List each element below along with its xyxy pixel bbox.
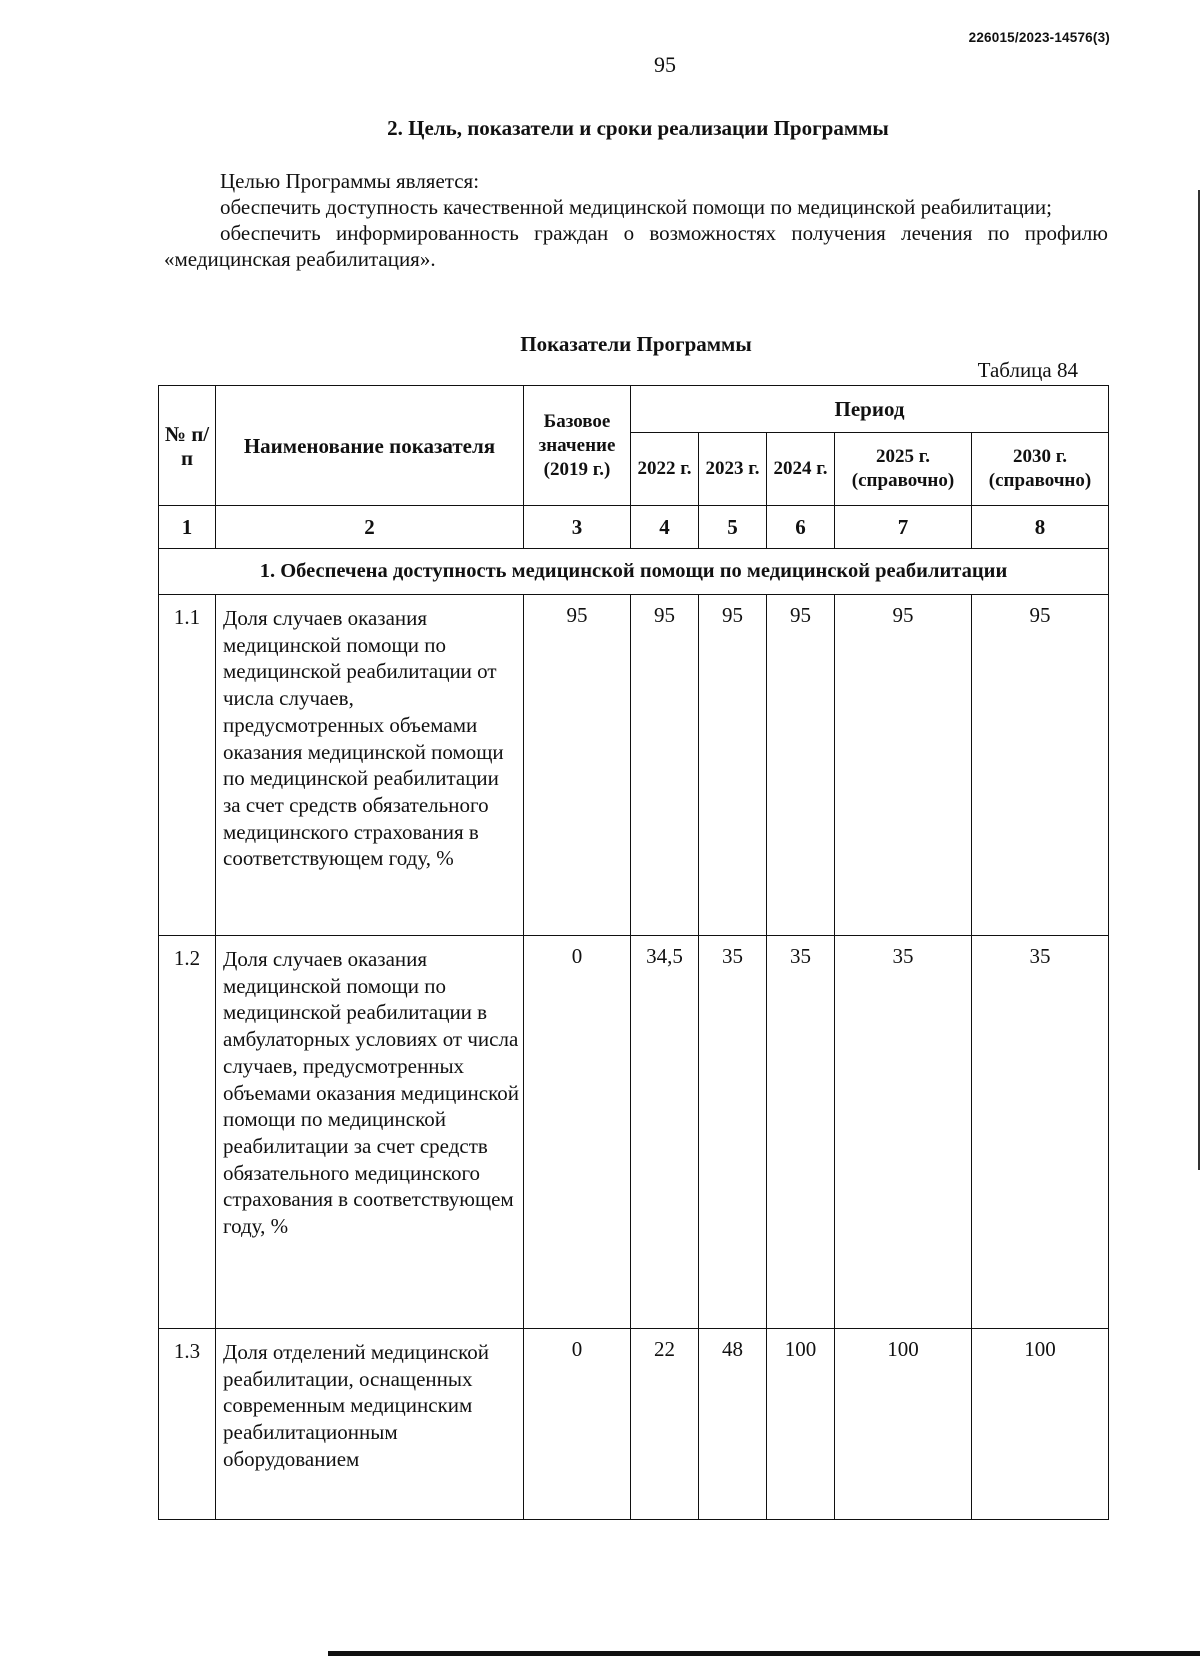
page-number: 95 xyxy=(654,52,676,77)
column-number: 8 xyxy=(972,506,1109,549)
value-2024: 35 xyxy=(767,936,835,1329)
column-number: 1 xyxy=(159,506,216,549)
column-number: 2 xyxy=(216,506,524,549)
value-2022: 22 xyxy=(631,1329,699,1520)
value-2022: 95 xyxy=(631,595,699,936)
row-number: 1.2 xyxy=(159,936,216,1329)
indicator-name: Доля случаев оказания медицинской помощи по медицинской реабилитации в амбулаторных условиях от числа случаев, предусмотренных объемами оказания медицинской помощи по медицинской реабилитации за счет средств обязательного медицинского страхования в соответствующем году, % xyxy=(216,936,524,1329)
goal-intro: Целью Программы является: xyxy=(220,169,480,193)
value-base: 0 xyxy=(524,936,631,1329)
value-2024: 95 xyxy=(767,595,835,936)
header-2022: 2022 г. xyxy=(631,433,699,506)
value-2025: 35 xyxy=(835,936,972,1329)
value-2030: 100 xyxy=(972,1329,1109,1520)
section-title: 1. Обеспечена доступность медицинской помощи по медицинской реабилитации xyxy=(159,549,1109,595)
value-2025: 95 xyxy=(835,595,972,936)
value-2024: 100 xyxy=(767,1329,835,1520)
goal-item: обеспечить доступность качественной медицинской помощи по медицинской реабилитации; xyxy=(220,195,1052,219)
goal-item: обеспечить информированность граждан о возможностях получения лечения по профилю «медицинская реабилитация». xyxy=(164,221,1108,271)
column-number-row xyxy=(159,506,1109,549)
value-2030: 35 xyxy=(972,936,1109,1329)
table-title: Показатели Программы xyxy=(520,332,752,356)
header-num: № п/п xyxy=(159,386,216,506)
indicator-name: Доля случаев оказания медицинской помощи по медицинской реабилитации от числа случаев, предусмотренных объемами оказания медицинской помощи по медицинской реабилитации за счет средств обязательного медицинского страхования в соответствующем году, % xyxy=(216,595,524,936)
column-number: 6 xyxy=(767,506,835,549)
value-2025: 100 xyxy=(835,1329,972,1520)
value-base: 0 xyxy=(524,1329,631,1520)
header-base: Базовое значение (2019 г.) xyxy=(524,386,631,506)
column-number: 5 xyxy=(699,506,767,549)
document-registration-number: 226015/2023-14576(3) xyxy=(968,30,1110,45)
value-2030: 95 xyxy=(972,595,1109,936)
table-number: Таблица 84 xyxy=(977,358,1078,382)
value-2022: 34,5 xyxy=(631,936,699,1329)
header-2030: 2030 г. (справочно) xyxy=(972,433,1109,506)
row-number: 1.3 xyxy=(159,1329,216,1520)
section-row xyxy=(159,549,1109,595)
value-2023: 95 xyxy=(699,595,767,936)
value-2023: 35 xyxy=(699,936,767,1329)
indicator-name: Доля отделений медицинской реабилитации, оснащенных современным медицинским реабилитационным оборудованием xyxy=(216,1329,524,1520)
indicators-table xyxy=(158,385,1109,1520)
table-row xyxy=(159,595,1109,936)
header-name: Наименование показателя xyxy=(216,386,524,506)
header-period: Период xyxy=(631,386,1109,433)
value-base: 95 xyxy=(524,595,631,936)
section-heading: 2. Цель, показатели и сроки реализации Программы xyxy=(387,116,889,140)
header-2024: 2024 г. xyxy=(767,433,835,506)
goal-block xyxy=(164,168,1108,272)
header-2023: 2023 г. xyxy=(699,433,767,506)
table-row xyxy=(159,936,1109,1329)
header-2025: 2025 г. (справочно) xyxy=(835,433,972,506)
column-number: 7 xyxy=(835,506,972,549)
table-header-row xyxy=(159,386,1109,433)
value-2023: 48 xyxy=(699,1329,767,1520)
column-number: 4 xyxy=(631,506,699,549)
row-number: 1.1 xyxy=(159,595,216,936)
bottom-rule xyxy=(328,1651,1200,1656)
column-number: 3 xyxy=(524,506,631,549)
table-row xyxy=(159,1329,1109,1520)
